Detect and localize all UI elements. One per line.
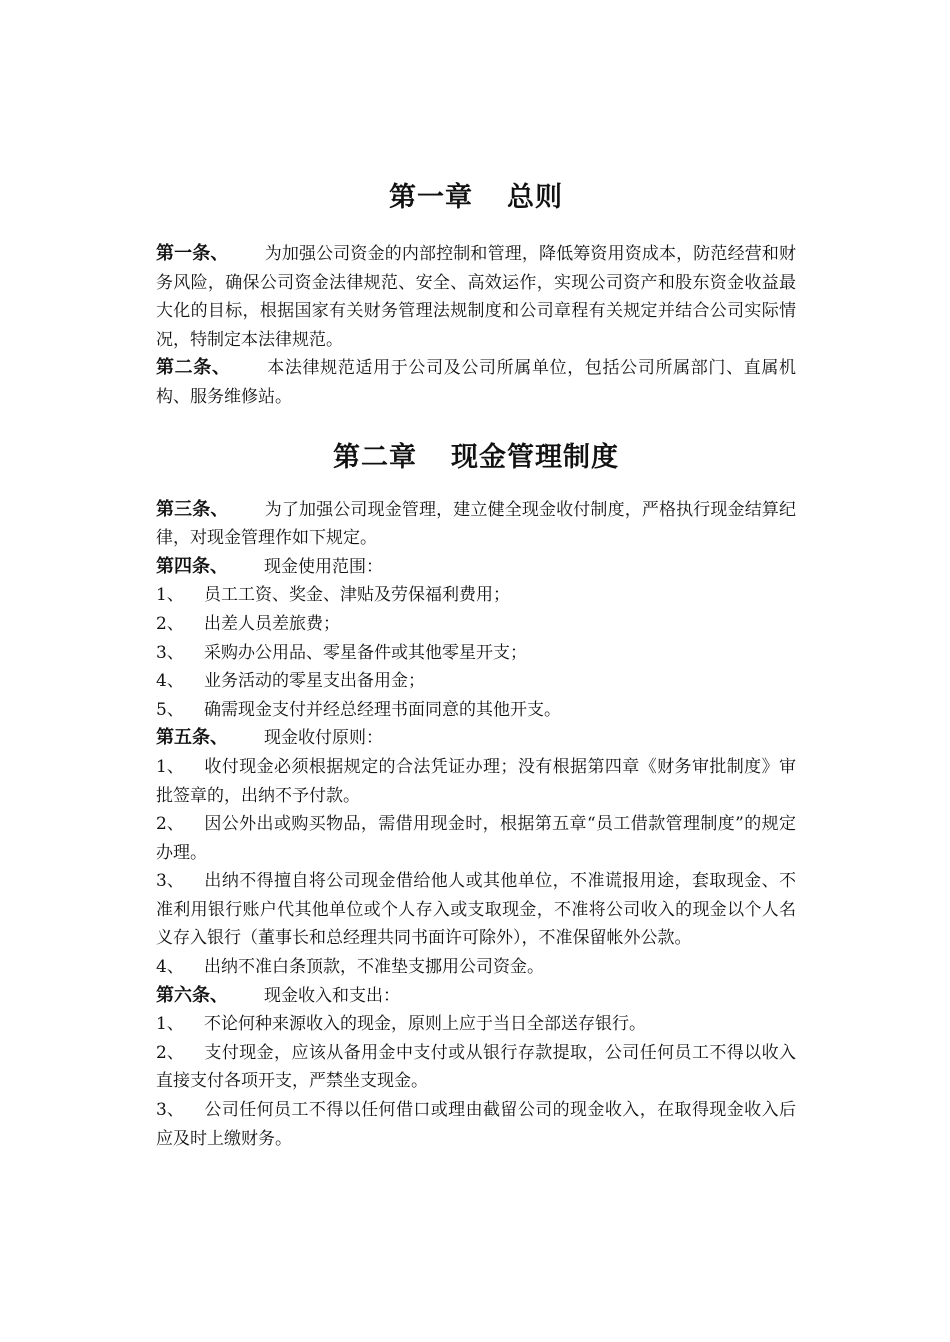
- article-1-text: 为加强公司资金的内部控制和管理，降低筹资用资成本，防范经营和财务风险，确保公司资金法律规范、安全、高效运作，实现公司资产和股东资金收益最大化的目标，根据国家有关财务管理法规制度和公司章程有关规定并结合公司实际情况，特制定本法律规范。: [156, 244, 797, 350]
- article-1: [156, 240, 796, 354]
- list-item-text: 出纳不得擅自将公司现金借给他人或其他单位，不准谎报用途，套取现金、不准利用银行账户代其他单位或个人存入或支取现金，不准将公司收入的现金以个人名义存入银行（董事长和总经理共同书面许可除外），不准保留帐外公款。: [156, 871, 796, 949]
- article-4: [156, 553, 796, 582]
- article-2-text: 本法律规范适用于公司及公司所属单位，包括公司所属部门、直属机构、服务维修站。: [156, 358, 797, 407]
- article-1-label: 第一条、: [156, 243, 229, 264]
- article-3-text: 为了加强公司现金管理，建立健全现金收付制度，严格执行现金结算纪律，对现金管理作如下规定。: [156, 499, 797, 549]
- chapter-2-name: 现金管理制度: [451, 441, 619, 473]
- chapter-1-name: 总则: [507, 182, 563, 213]
- list-item-number: 3、: [156, 1100, 184, 1121]
- list-item: [156, 810, 796, 867]
- list-item-text: 支付现金，应该从备用金中支付或从银行存款提取，公司任何员工不得以收入直接支付各项开支，严禁坐支现金。: [156, 1042, 796, 1092]
- list-item-text: 业务活动的零星支出备用金；: [204, 671, 425, 692]
- chapter-2-number: 第二章: [333, 441, 417, 473]
- list-item-number: 2、: [156, 1042, 184, 1063]
- list-item: [156, 667, 796, 696]
- list-item-number: 3、: [156, 871, 184, 892]
- list-item-number: 1、: [156, 1014, 184, 1035]
- list-item-text: 收付现金必须根据规定的合法凭证办理；没有根据第四章《财务审批制度》审批签章的，出纳不予付款。: [156, 756, 796, 806]
- list-item-text: 出差人员差旅费；: [204, 613, 340, 634]
- article-4-text: 现金使用范围：: [264, 556, 383, 577]
- chapter-1-title: [156, 178, 796, 218]
- article-6: [156, 982, 796, 1011]
- list-item: [156, 867, 796, 953]
- article-5-label: 第五条、: [156, 727, 228, 749]
- list-item-number: 2、: [156, 814, 184, 835]
- list-item-number: 1、: [156, 585, 184, 606]
- article-5-text: 现金收付原则：: [264, 728, 383, 749]
- list-item-text: 采购办公用品、零星备件或其他零星开支；: [204, 642, 527, 663]
- article-6-text: 现金收入和支出：: [264, 985, 400, 1006]
- list-item-number: 4、: [156, 957, 184, 978]
- list-item-text: 出纳不准白条顶款，不准垫支挪用公司资金。: [204, 957, 544, 978]
- list-item-number: 2、: [156, 613, 184, 634]
- list-item: [156, 610, 796, 639]
- list-item: [156, 1096, 796, 1153]
- article-2-label: 第二条、: [156, 357, 231, 379]
- list-item: [156, 1010, 796, 1039]
- chapter-1-number: 第一章: [389, 182, 473, 213]
- article-3-label: 第三条、: [156, 498, 229, 520]
- list-item-number: 1、: [156, 756, 184, 777]
- document-page: [156, 178, 796, 1153]
- chapter-2-title: [156, 438, 796, 478]
- list-item: [156, 953, 796, 982]
- list-item-text: 公司任何员工不得以任何借口或理由截留公司的现金收入，在取得现金收入后应及时上缴财务。: [156, 1100, 796, 1149]
- list-item-number: 3、: [156, 642, 184, 663]
- article-2: [156, 354, 796, 411]
- article-6-label: 第六条、: [156, 984, 228, 1006]
- article-4-label: 第四条、: [156, 555, 228, 577]
- list-item-text: 不论何种来源收入的现金，原则上应于当日全部送存银行。: [204, 1014, 646, 1035]
- list-item: [156, 581, 796, 610]
- list-item-text: 因公外出或购买物品，需借用现金时，根据第五章“员工借款管理制度”的规定办理。: [156, 814, 796, 863]
- list-item: [156, 753, 796, 810]
- list-item: [156, 696, 796, 725]
- list-item: [156, 1039, 796, 1096]
- list-item-number: 5、: [156, 699, 184, 720]
- list-item-text: 员工工资、奖金、津贴及劳保福利费用；: [204, 585, 510, 606]
- list-item-number: 4、: [156, 671, 184, 692]
- list-item: [156, 639, 796, 668]
- article-3: [156, 496, 796, 553]
- list-item-text: 确需现金支付并经总经理书面同意的其他开支。: [204, 699, 561, 720]
- article-5: [156, 724, 796, 753]
